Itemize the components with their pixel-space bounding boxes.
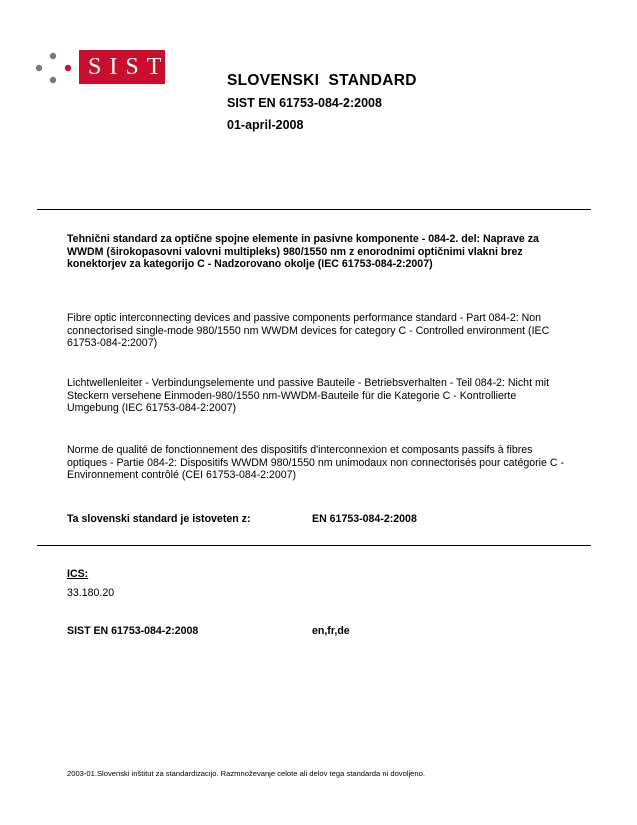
identical-label: Ta slovenski standard je istoveten z: — [67, 513, 251, 525]
bottom-divider — [37, 545, 591, 546]
reference-languages: en,fr,de — [312, 625, 350, 637]
ics-label: ICS: — [67, 568, 89, 580]
ics-value: 33.180.20 — [67, 587, 115, 599]
title-german: Lichtwellenleiter - Verbindungselemente und passive Bauteile - Betriebsverhalten - Teil 084-2: Nicht mit Steckern versehene Einmoden-980/1550 nm-WWDM-Bauteile für die Kategorie C - Kontrollierte Umgebung (IEC 61753-084-2:2007) — [67, 377, 550, 415]
sist-logo: SIST — [79, 50, 165, 84]
logo-dots-icon — [30, 50, 76, 86]
standard-code: SIST EN 61753-084-2:2008 — [227, 96, 382, 110]
top-divider — [37, 209, 591, 210]
title-french: Norme de qualité de fonctionnement des dispositifs d'interconnexion et composants passifs à fibres optiques - Partie 084-2: Dispositifs WWDM 980/1550 nm unimodaux non connectorisés pour catégorie C - Environnement contrôlé (CEI 61753-084-2:2007) — [67, 444, 564, 482]
title-slovenian: Tehnični standard za optične spojne elemente in pasivne komponente - 084-2. del: Naprave za WWDM (širokopasovni valovni multipleks) 980/1550 nm z enorodnimi optičnimi vlakni brez konektorjev za kategorijo C - Nadzorovano okolje (IEC 61753-084-2:2007) — [67, 233, 539, 271]
document-type-title: SLOVENSKI STANDARD — [227, 72, 417, 89]
publication-date: 01-april-2008 — [227, 118, 304, 132]
title-english: Fibre optic interconnecting devices and passive components performance standard - Part 084-2: Non connectorised single-mode 980/1550 nm WWDM devices for category C - Controlled environment (IEC 61753-084-2:2007) — [67, 312, 550, 350]
identical-value: EN 61753-084-2:2008 — [312, 513, 417, 525]
reference-code: SIST EN 61753-084-2:2008 — [67, 625, 199, 637]
copyright-footer: 2003-01.Slovenski inštitut za standardizacijo. Razmnoževanje celote ali delov tega standarda ni dovoljeno. — [67, 769, 425, 778]
